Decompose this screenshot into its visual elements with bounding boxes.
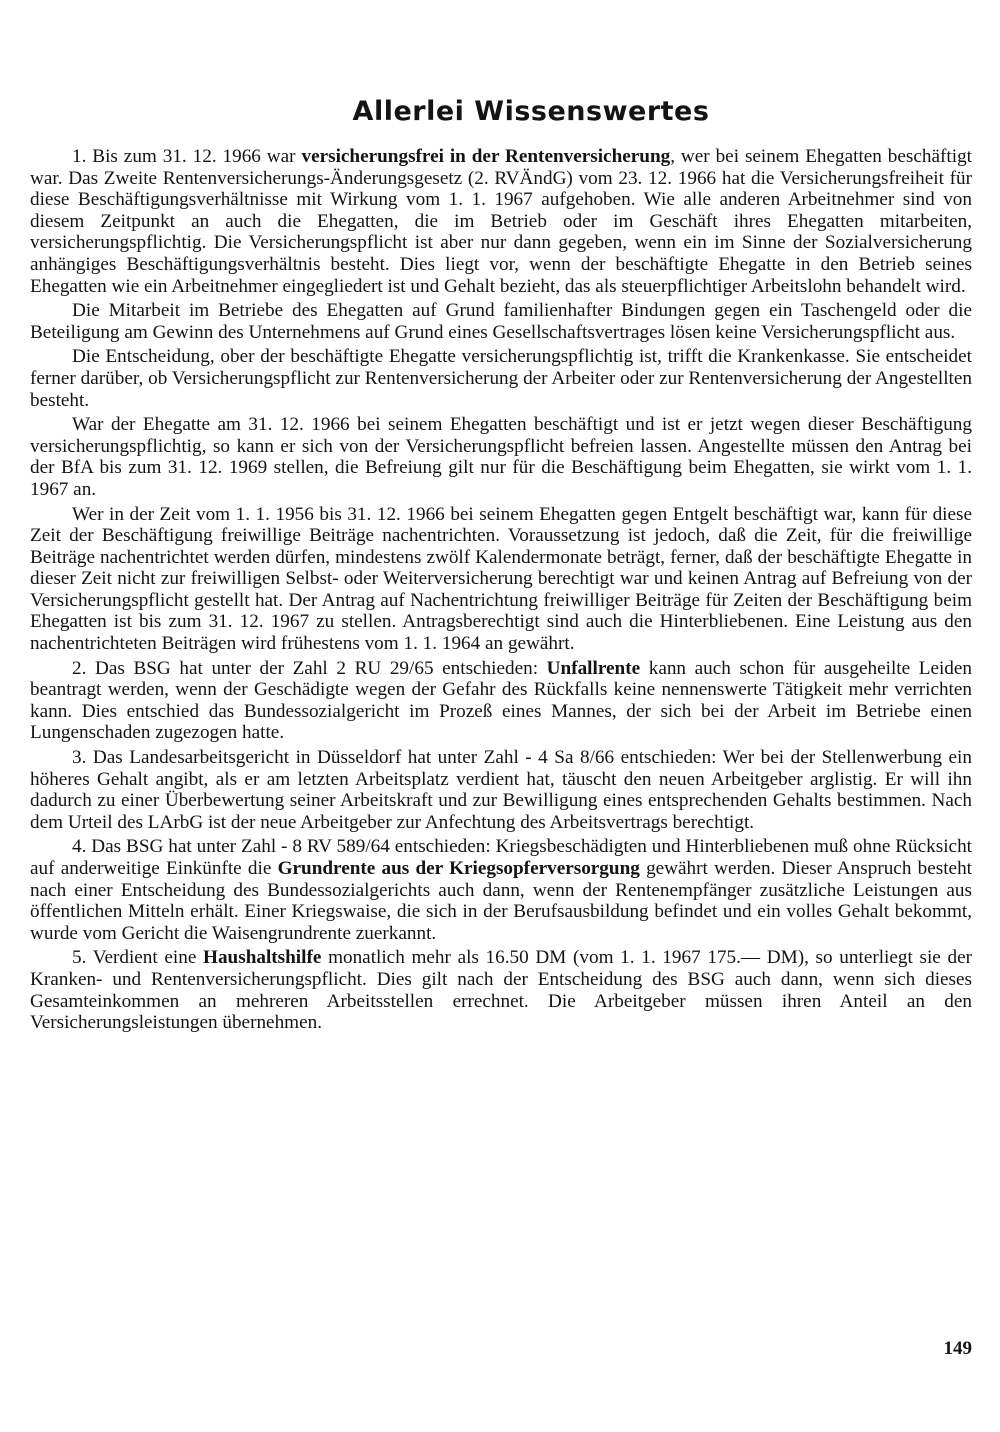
paragraph-text: gewährt werden. Dieser Anspruch besteht nach einer Entscheidung des Bundessozialgerichts auch dann, wenn der Rentenempfänger zusätzliche Leistungen aus öffentlichen Mitteln erhält. Einer Kriegswaise, die sich in der Berufsausbildung befindet und ein volles Gehalt bekommt, wurde vom Gericht die Waisengrundrente zuerkannt. (30, 858, 972, 944)
paragraph (30, 146, 972, 297)
paragraph-text: , wer bei seinem Ehegatten beschäftigt war. Das Zweite Rentenversicherungs-Änderungsgesetz (2. RVÄndG) vom 23. 12. 1966 hat die Versicherungsfreiheit für diese Beschäftigungsverhältnisse mit Wirkung vom 1. 1. 1967 aufgehoben. Wie alle anderen Arbeitnehmer sind von diesem Zeitpunkt an auch die Ehegatten, die im Betrieb oder im Geschäft ihres Ehegatten mitarbeiten, versicherungspflichtig. Die Versicherungspflicht ist aber nur dann gegeben, wenn ein im Sinne der Sozialversicherung anhängiges Beschäftigungsverhältnis besteht. Dies liegt vor, wenn der beschäftigte Ehegatte in den Betrieb seines Ehegatten wie ein Arbeitnehmer eingegliedert ist und Gehalt bezieht, das als steuerpflichtiger Arbeitslohn behandelt wird. (30, 146, 972, 297)
paragraph (30, 747, 972, 833)
paragraph (30, 300, 972, 343)
paragraph-text: War der Ehegatte am 31. 12. 1966 bei seinem Ehegatten beschäftigt und ist er jetzt wegen dieser Beschäftigung versicherungspflichtig, so kann er sich von der Versicherungspflicht befreien lassen. Angestellte müssen den Antrag bei der BfA bis zum 31. 12. 1969 stellen, die Befreiung gilt nur für die Beschäftigung beim Ehegatten, sie wirkt vom 1. 1. 1967 an. (30, 414, 972, 500)
paragraph-text: 1. Bis zum 31. 12. 1966 war (72, 146, 302, 167)
emphasized-term: Unfallrente (546, 657, 641, 679)
paragraph-text: 2. Das BSG hat unter der Zahl 2 RU 29/65 entschieden: (72, 657, 547, 679)
paragraph-text: Die Mitarbeit im Betriebe des Ehegatten auf Grund familienhafter Bindungen gegen ein Taschengeld oder die Beteiligung am Gewinn des Unternehmens auf Grund eines Gesellschaftsvertrages lösen keine Versicherungspflicht aus. (30, 300, 972, 343)
page-number: 149 (943, 1338, 972, 1359)
paragraph (30, 836, 972, 944)
paragraph-text: 3. Das Landesarbeitsgericht in Düsseldorf hat unter Zahl - 4 Sa 8/66 entschieden: Wer bei der Stellenwerbung ein höheres Gehalt angibt, als er am letzten Arbeitsplatz verdient hat, täuscht den neuen Arbeitgeber arglistig. Er will ihn dadurch zu einer Überbewertung seiner Arbeitskraft und zur Bewilligung eines entsprechenden Gehalts bestimmen. Nach dem Urteil des LArbG ist der neue Arbeitgeber zur Anfechtung des Arbeitsvertrags berechtigt. (30, 747, 972, 833)
emphasized-term: Grundrente aus der Kriegsopferversorgung (277, 858, 640, 879)
paragraph-text: 5. Verdient eine (72, 947, 204, 969)
paragraph-text: Wer in der Zeit vom 1. 1. 1956 bis 31. 12. 1966 bei seinem Ehegatten gegen Entgelt beschäftigt war, kann für diese Zeit der Beschäftigung freiwillige Beiträge nachentrichten. Voraussetzung ist jedoch, daß die Zeit, für die freiwillige Beiträge nachentrichtet werden dürfen, mindestens zwölf Kalendermonate beträgt, ferner, daß der beschäftigte Ehegatte in dieser Zeit nicht zur freiwilligen Selbst- oder Weiterversicherung berechtigt war und keinen Antrag auf Befreiung von der Versicherungspflicht gestellt hat. Der Antrag auf Nachentrichtung freiwilliger Beiträge für Zeiten der Beschäftigung beim Ehegatten ist bis zum 31. 12. 1967 zu stellen. Antragsberechtigt sind auch die Hinterbliebenen. Eine Leistung aus den nachentrichteten Beiträgen wird frühestens vom 1. 1. 1964 an gewährt. (30, 503, 972, 655)
paragraph-text: monatlich mehr als 16.50 DM (vom 1. 1. 1967 175.— DM), so unterliegt sie der Kranken- und Rentenversicherungspflicht. Dies gilt nach der Entscheidung des BSG auch dann, wenn sich dieses Gesamteinkommen an mehreren Arbeitsstellen errechnet. Die Arbeitgeber müssen ihren Anteil an den Versicherungsleistungen übernehmen. (30, 947, 972, 1034)
paragraph-text: Die Entscheidung, ober der beschäftigte Ehegatte versicherungspflichtig ist, trifft die Krankenkasse. Sie entscheidet ferner darüber, ob Versicherungspflicht zur Rentenversicherung der Arbeiter oder zur Rentenversicherung der Angestellten besteht. (30, 346, 972, 411)
emphasized-term: Haushaltshilfe (203, 947, 322, 969)
paragraph-text: 4. Das BSG hat unter Zahl - 8 RV 589/64 entschieden: Kriegsbeschädigten und Hinterbliebenen muß ohne Rücksicht auf anderweitige Einkünfte die (30, 836, 972, 879)
emphasized-term: versicherungsfrei in der Rentenversicherung (301, 146, 671, 167)
page-title: Allerlei Wissenswertes (352, 96, 710, 127)
paragraph (30, 504, 972, 655)
paragraph (30, 947, 972, 1033)
paragraph-text: kann auch schon für ausgeheilte Leiden beantragt werden, wenn der Geschädigte wegen der Gefahr des Rückfalls keine nennenswerte Tätigkeit mehr verrichten kann. Dies entschied das Bundessozialgericht im Prozeß eines Mannes, der sich bei der Arbeit im Betriebe einen Lungenschaden zugezogen hatte. (30, 657, 973, 744)
document-page (30, 92, 972, 1037)
paragraph (30, 658, 972, 744)
paragraph (30, 346, 972, 411)
paragraph (30, 414, 972, 500)
article-body (30, 146, 972, 1034)
